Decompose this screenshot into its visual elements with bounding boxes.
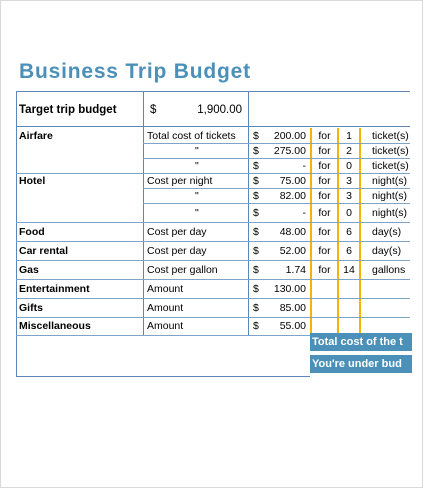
row-category: Car rental <box>19 245 69 257</box>
row-unit: gallons <box>372 264 406 276</box>
row-unit: ticket(s) <box>372 145 409 157</box>
row-unit: ticket(s) <box>372 160 409 172</box>
row-for: for <box>318 264 331 276</box>
row-item: Amount <box>147 283 184 295</box>
row-quantity[interactable]: 3 <box>346 175 352 187</box>
target-bottom-border <box>16 126 410 127</box>
row-amount[interactable]: 275.00 <box>273 145 306 157</box>
row-currency: $ <box>253 175 259 187</box>
row-quantity[interactable]: 3 <box>346 190 352 202</box>
row-unit: ticket(s) <box>372 130 409 142</box>
row-for: for <box>318 207 331 219</box>
sheet-left-border <box>16 91 17 376</box>
target-label: Target trip budget <box>19 104 117 116</box>
row-amount[interactable]: - <box>302 207 306 219</box>
row-amount[interactable]: 130.00 <box>273 283 306 295</box>
target-top-border <box>16 91 410 92</box>
budget-status-label: You're under bud <box>310 355 412 373</box>
row-amount[interactable]: 52.00 <box>279 245 306 257</box>
row-item: Amount <box>147 320 184 332</box>
row-amount[interactable]: - <box>302 160 306 172</box>
row-border <box>143 158 410 159</box>
row-quantity[interactable]: 6 <box>346 226 352 238</box>
row-category: Gifts <box>19 302 43 314</box>
row-category: Food <box>19 226 45 238</box>
row-border <box>143 143 410 144</box>
row-amount[interactable]: 200.00 <box>273 130 306 142</box>
row-border <box>16 260 410 261</box>
row-border <box>16 317 410 318</box>
row-quantity[interactable]: 0 <box>346 207 352 219</box>
row-item: " <box>195 190 199 202</box>
row-unit: night(s) <box>372 175 408 187</box>
row-for: for <box>318 245 331 257</box>
row-item: Cost per day <box>147 226 207 238</box>
row-currency: $ <box>253 320 259 332</box>
row-currency: $ <box>253 283 259 295</box>
row-for: for <box>318 130 331 142</box>
row-currency: $ <box>253 264 259 276</box>
target-amount[interactable]: 1,900.00 <box>197 104 242 116</box>
page-title: Business Trip Budget <box>19 60 251 83</box>
row-currency: $ <box>253 226 259 238</box>
row-amount[interactable]: 75.00 <box>279 175 306 187</box>
row-item: Amount <box>147 302 184 314</box>
row-border <box>16 279 410 280</box>
row-border <box>16 173 410 174</box>
row-border <box>16 298 410 299</box>
row-currency: $ <box>253 302 259 314</box>
row-for: for <box>318 226 331 238</box>
row-currency: $ <box>253 145 259 157</box>
row-quantity[interactable]: 2 <box>346 145 352 157</box>
row-quantity[interactable]: 6 <box>346 245 352 257</box>
row-currency: $ <box>253 190 259 202</box>
col-unit-separator <box>359 128 361 335</box>
row-item: Total cost of tickets <box>147 130 236 142</box>
row-category: Airfare <box>19 130 53 142</box>
row-amount[interactable]: 1.74 <box>285 264 306 276</box>
row-quantity[interactable]: 1 <box>346 130 352 142</box>
row-unit: night(s) <box>372 207 408 219</box>
row-border <box>143 188 410 189</box>
summary-bottom-border <box>16 376 310 377</box>
row-currency: $ <box>253 207 259 219</box>
row-amount[interactable]: 48.00 <box>279 226 306 238</box>
row-item: " <box>195 145 199 157</box>
row-currency: $ <box>253 130 259 142</box>
row-for: for <box>318 160 331 172</box>
row-border <box>143 203 410 204</box>
row-for: for <box>318 175 331 187</box>
row-unit: night(s) <box>372 190 408 202</box>
row-category: Hotel <box>19 175 46 187</box>
row-item: Cost per gallon <box>147 264 218 276</box>
row-item: Cost per day <box>147 245 207 257</box>
row-quantity[interactable]: 14 <box>343 264 355 276</box>
row-unit: day(s) <box>372 226 402 238</box>
row-currency: $ <box>253 245 259 257</box>
row-unit: day(s) <box>372 245 402 257</box>
row-item: Cost per night <box>147 175 213 187</box>
row-item: " <box>195 160 199 172</box>
row-border <box>16 241 410 242</box>
row-quantity[interactable]: 0 <box>346 160 352 172</box>
row-category: Miscellaneous <box>19 320 91 332</box>
row-category: Gas <box>19 264 39 276</box>
row-currency: $ <box>253 160 259 172</box>
row-category: Entertainment <box>19 283 90 295</box>
row-border <box>16 222 410 223</box>
row-amount[interactable]: 85.00 <box>279 302 306 314</box>
row-for: for <box>318 190 331 202</box>
target-currency: $ <box>150 104 157 116</box>
total-cost-label: Total cost of the t <box>310 333 412 351</box>
row-amount[interactable]: 55.00 <box>279 320 306 332</box>
row-item: " <box>195 207 199 219</box>
row-for: for <box>318 145 331 157</box>
row-amount[interactable]: 82.00 <box>279 190 306 202</box>
